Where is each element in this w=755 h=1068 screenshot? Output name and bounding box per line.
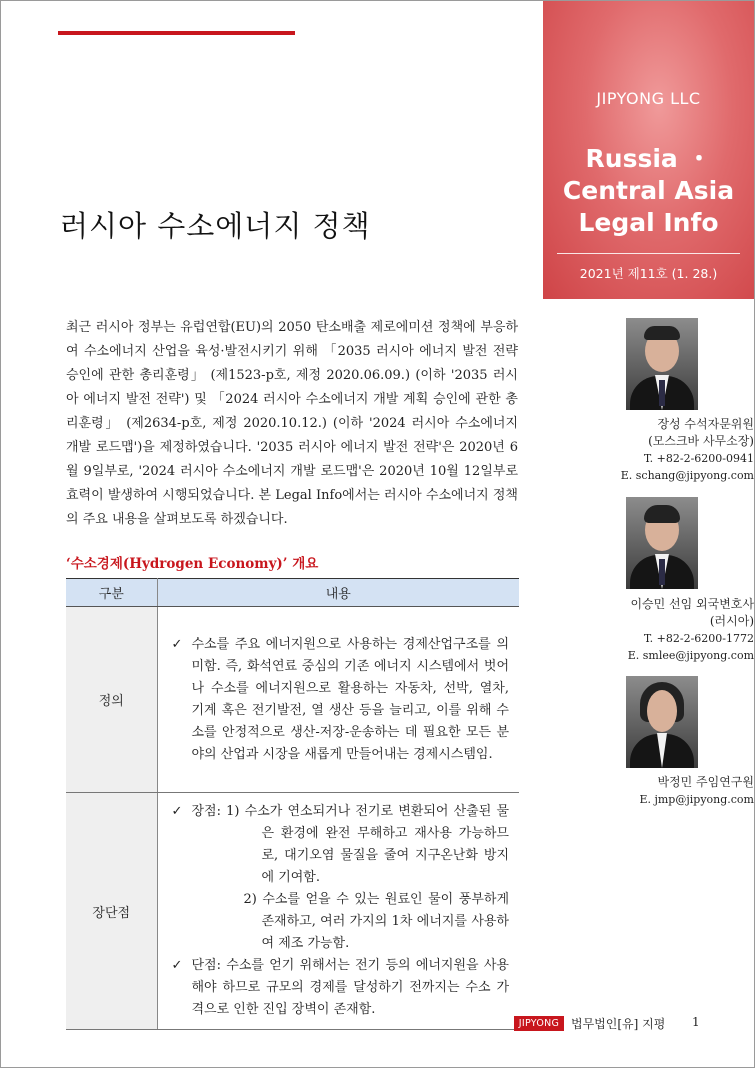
table-row-definition [66, 607, 519, 793]
hydrogen-economy-table [66, 578, 519, 1030]
row-label-definition: 정의 [66, 607, 157, 793]
top-accent-rule [58, 31, 295, 35]
newsletter-banner [543, 1, 754, 299]
cons-check-item [172, 955, 510, 1021]
contact-photo-2 [626, 497, 698, 589]
row-content-pros-cons [157, 793, 519, 1030]
document-title: 러시아 수소에너지 정책 [60, 209, 371, 243]
table-row-pros-cons [66, 793, 519, 1030]
contact-card-2 [544, 596, 754, 664]
contact-name-1: 장성 수석자문위원 [657, 417, 754, 431]
contact-name-2: 이승민 선임 외국변호사 [630, 597, 754, 611]
banner-title-line-2: Central Asia [562, 176, 735, 205]
pros-point-2-prefix: 2) [243, 892, 257, 907]
footer-logo-badge: JIPYONG [514, 1016, 564, 1031]
table-header-row [66, 579, 519, 607]
cons-text: 단점: 수소를 얻기 위해서는 전기 등의 에너지원을 사용해야 하므로 규모의 경제를 달성하기 전까지는 수소 가격으로 인한 진입 장벽이 존재함. [191, 958, 509, 1017]
banner-title [543, 143, 754, 239]
pros-point-1: 수소가 연소되거나 전기로 변환되어 산출된 물은 환경에 완전 무해하고 재사용 가능하므로, 대기오염 물질을 줄여 지구온난화 방지에 기여함. [244, 804, 509, 885]
contact-email-3[interactable]: E. jmp@jipyong.com [639, 793, 754, 806]
intro-paragraph: 최근 러시아 정부는 유럽연합(EU)의 2050 탄소배출 제로에미션 정책에 부응하여 수소에너지 산업을 육성·발전시키기 위해 「2035 러시아 에너지 발전 전략 승인에 관한 총리훈령」 (제1523-p호, 제정 2020.06.09.) (이하 '2035 러시아 에너지 발전 전략') 및 「2024 러시아 수소에너지 개발 계획 승인에 관한 총리훈령」 (제2634-p호, 제정 2020.10.12.) (이하 '2024 러시아 수소에너지 개발 로드맵')을 제정하였습니다. '2035 러시아 에너지 발전 전략'은 2020년 6월 9일부로, '2024 러시아 수소에너지 개발 로드맵'은 2020년 10월 12일부로 효력이 발생하여 시행되었습니다. 본 Legal Info에서는 러시아 수소에너지 정책의 주요 내용을 살펴보도록 하겠습니다. [66, 320, 518, 527]
contact-role-2: (러시아) [709, 614, 754, 628]
table-header-category: 구분 [66, 579, 157, 607]
row-content-definition [157, 607, 519, 793]
banner-issue-number: 2021년 제11호 (1. 28.) [579, 266, 718, 281]
section-heading: ‘수소경제(Hydrogen Economy)’ 개요 [66, 556, 319, 572]
contact-photo-1 [626, 318, 698, 410]
pros-check-item [172, 801, 510, 955]
banner-firm-name: JIPYONG LLC [596, 89, 701, 108]
pros-prefix: 장점: 1) [191, 804, 240, 819]
contact-phone-1: T. +82-2-6200-0941 [643, 452, 754, 465]
contact-email-1[interactable]: E. schang@jipyong.com [620, 469, 754, 482]
contact-card-1 [544, 416, 754, 484]
definition-check-item [172, 634, 510, 766]
footer-firm-name: 법무법인[유] 지평 [571, 1017, 666, 1031]
contact-name-3: 박정민 주임연구원 [657, 775, 754, 789]
row-label-pros-cons: 장단점 [66, 793, 157, 1030]
contact-photo-3 [626, 676, 698, 768]
banner-divider [557, 253, 740, 254]
banner-title-line-3: Legal Info [578, 208, 719, 237]
page-number: 1 [692, 1015, 700, 1029]
pros-point-2: 수소를 얻을 수 있는 원료인 물이 풍부하게 존재하고, 여러 가지의 1차 에너지를 사용하여 제조 가능함. [261, 892, 509, 951]
table-header-content: 내용 [157, 579, 519, 607]
contact-card-3 [544, 774, 754, 808]
banner-title-line-1: Russia ・ [585, 144, 712, 173]
definition-text: 수소를 주요 에너지원으로 사용하는 경제산업구조를 의미함. 즉, 화석연료 중심의 기존 에너지 시스템에서 벗어나 수소를 에너지원으로 활용하는 자동차, 선박, 열차, 기계 혹은 전기발전, 열 생산 등을 늘리고, 이를 위해 수소를 안정적으로 생산-저장-운송하는 데 필요한 모든 분야의 산업과 시장을 새롭게 만들어내는 경제시스템임. [191, 636, 509, 762]
contact-phone-2: T. +82-2-6200-1772 [643, 632, 754, 645]
contact-role-1: (모스크바 사무소장) [648, 434, 754, 448]
contact-email-2[interactable]: E. smlee@jipyong.com [627, 649, 754, 662]
